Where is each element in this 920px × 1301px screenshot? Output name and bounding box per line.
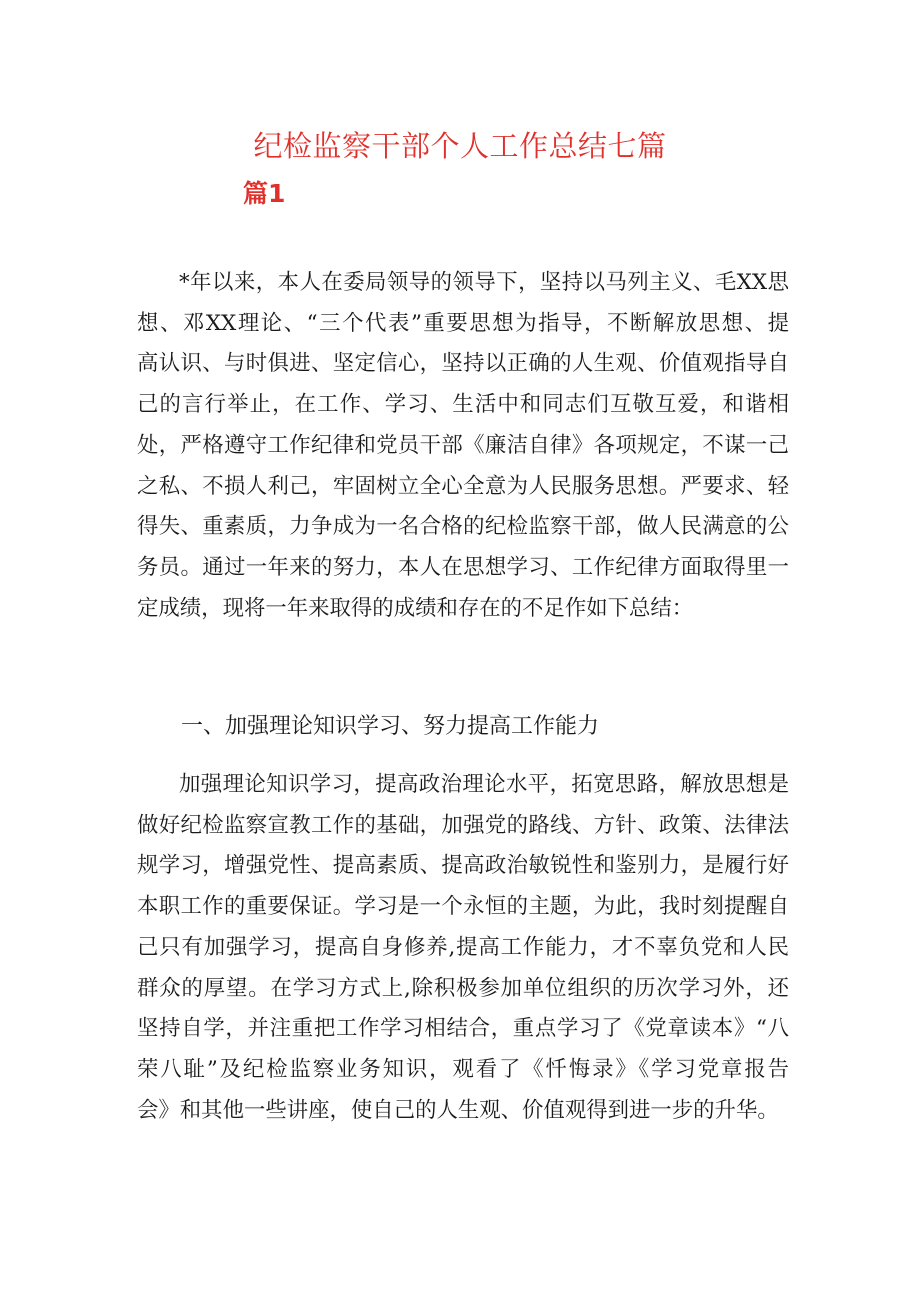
paragraph-line: 之私、不损人利己，牢固树立全心全意为人民服务思想。严要求、轻 [137, 473, 789, 499]
paragraph-line: 高认识、与时俱进、坚定信心，坚持以正确的人生观、价值观指导自 [137, 351, 789, 377]
paragraph-line: 本职工作的重要保证。学习是一个永恒的主题，为此，我时刻提醒自 [137, 894, 789, 920]
paragraph-line: 得失、重素质，力争成为一名合格的纪检监察干部，做人民满意的公 [137, 514, 789, 540]
paragraph-1 [137, 263, 789, 629]
paragraph-line: 群众的厚望。在学习方式上,除积极参加单位组织的历次学习外，还 [137, 975, 789, 1001]
paragraph-line: 加强理论知识学习，提高政治理论水平，拓宽思路，解放思想是 [179, 772, 789, 797]
paragraph-line: 会》和其他一些讲座，使自己的人生观、价值观得到进一步的升华。 [137, 1097, 779, 1123]
paragraph-line: 定成绩，现将一年来取得的成绩和存在的不足作如下总结： [137, 595, 694, 621]
paragraph-2 [137, 765, 789, 1131]
document-title: 纪检监察干部个人工作总结七篇 [253, 129, 667, 163]
paragraph-line: 务员。通过一年来的努力，本人在思想学习、工作纪律方面取得里一 [137, 554, 789, 580]
paragraph-line: 处，严格遵守工作纪律和党员干部《廉洁自律》各项规定，不谋一己 [137, 432, 789, 458]
paragraph-line: 想、邓XX理论、“三个代表”重要思想为指导，不断解放思想、提 [137, 310, 789, 336]
paragraph-line: 坚持自学，并注重把工作学习相结合，重点学习了《党章读本》“八 [137, 1016, 789, 1042]
section-label: 篇1 [243, 179, 286, 208]
paragraph-line: 己只有加强学习，提高自身修养,提高工作能力，才不辜负党和人民 [137, 934, 789, 960]
paragraph-line: 做好纪检监察宣教工作的基础，加强党的路线、方针、政策、法律法 [137, 812, 789, 838]
paragraph-line: 己的言行举止，在工作、学习、生活中和同志们互敬互爱，和谐相 [137, 392, 789, 418]
paragraph-line: *年以来，本人在委局领导的领导下，坚持以马列主义、毛XX思 [179, 270, 789, 295]
paragraph-line: 规学习，增强党性、提高素质、提高政治敏锐性和鉴别力，是履行好 [137, 853, 789, 879]
paragraph-line: 荣八耻”及纪检监察业务知识，观看了《忏悔录》《学习党章报告 [137, 1056, 789, 1082]
section-heading-1: 一、加强理论知识学习、努力提高工作能力 [181, 714, 600, 739]
